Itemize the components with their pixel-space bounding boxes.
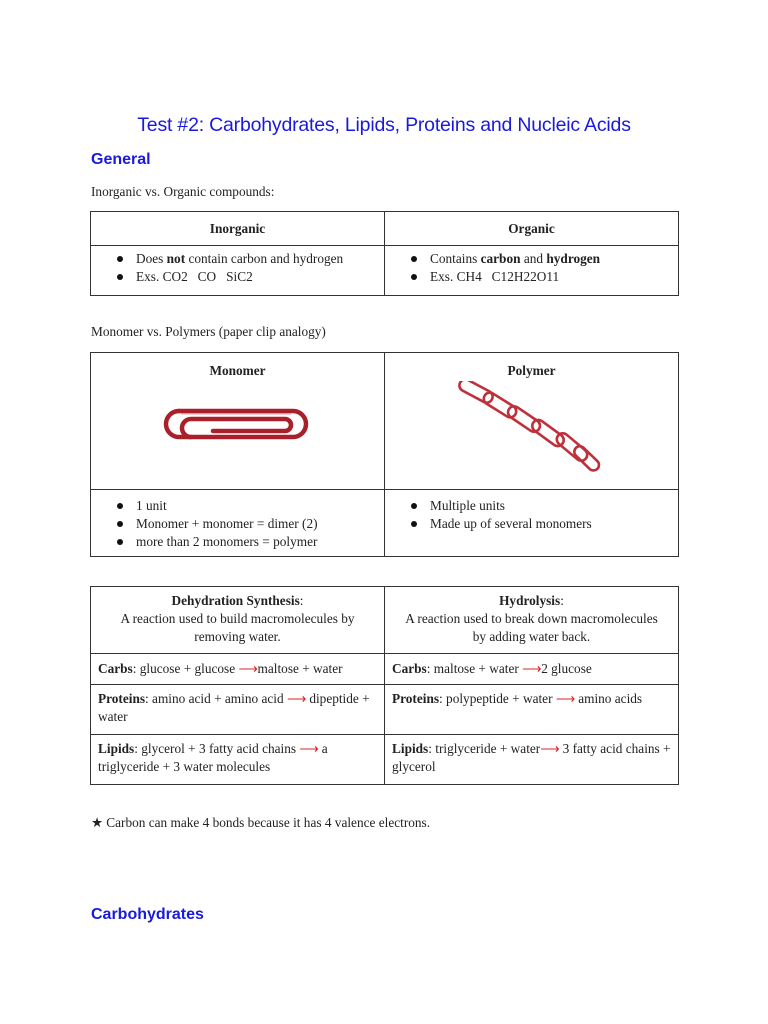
- list-item: Multiple units: [385, 497, 678, 515]
- header-monomer: Monomer: [209, 363, 266, 378]
- star-icon: ★: [91, 815, 103, 830]
- header-inorganic: Inorganic: [91, 212, 385, 246]
- cell-polymer-head: [385, 353, 679, 490]
- table-inorganic-organic: [90, 211, 679, 296]
- cell-monomer-list: [91, 490, 385, 557]
- arrow-icon: ⟶: [555, 691, 575, 706]
- header-organic: Organic: [385, 212, 679, 246]
- cell-inorganic-list: [91, 246, 385, 296]
- dehydration-description: A reaction used to build macromolecules by removing water.: [120, 611, 355, 644]
- hydrolysis-description: A reaction used to break down macromolecules by adding water back.: [405, 611, 658, 644]
- section-heading-general: General: [91, 151, 151, 168]
- list-item: Does not contain carbon and hydrogen: [91, 250, 384, 268]
- intro-monomer-polymer: Monomer vs. Polymers (paper clip analogy): [91, 324, 326, 339]
- cell-carbs-hydrolysis: Carbs: maltose + water ⟶2 glucose: [385, 654, 679, 685]
- hydrolysis-title: Hydrolysis: [499, 593, 561, 608]
- list-item: Exs. CH4 C12H22O11: [385, 268, 678, 286]
- dehydration-title: Dehydration Synthesis: [171, 593, 300, 608]
- cell-proteins-hydrolysis: Proteins: polypeptide + water ⟶ amino acids: [385, 685, 679, 735]
- section-heading-carbohydrates: Carbohydrates: [91, 906, 204, 923]
- carbon-bonds-note: ★ Carbon can make 4 bonds because it has 4 valence electrons.: [91, 815, 431, 830]
- cell-proteins-dehydration: Proteins: amino acid + amino acid ⟶ dipeptide + water: [91, 685, 385, 735]
- cell-hydrolysis-head: Hydrolysis: A reaction used to break down macromolecules by adding water back.: [385, 587, 679, 654]
- arrow-icon: ⟶: [522, 661, 542, 676]
- cell-lipids-hydrolysis: Lipids: triglyceride + water⟶ 3 fatty acid chains + glycerol: [385, 735, 679, 785]
- arrow-icon: ⟶: [540, 741, 560, 756]
- header-polymer: Polymer: [507, 363, 556, 378]
- table-monomer-polymer: [90, 352, 679, 557]
- list-item: 1 unit: [91, 497, 384, 515]
- list-item: Contains carbon and hydrogen: [385, 250, 678, 268]
- cell-monomer-head: [91, 353, 385, 490]
- paperclip-chain-image: [452, 381, 612, 473]
- document-title: Test #2: Carbohydrates, Lipids, Proteins and Nucleic Acids: [137, 114, 631, 136]
- arrow-icon: ⟶: [238, 661, 258, 676]
- cell-organic-list: [385, 246, 679, 296]
- arrow-icon: ⟶: [299, 741, 319, 756]
- cell-carbs-dehydration: Carbs: glucose + glucose ⟶maltose + water: [91, 654, 385, 685]
- list-item: Exs. CO2 CO SiC2: [91, 268, 384, 286]
- list-item: Monomer + monomer = dimer (2): [91, 515, 384, 533]
- cell-lipids-dehydration: Lipids: glycerol + 3 fatty acid chains ⟶ a triglyceride + 3 water molecules: [91, 735, 385, 785]
- intro-inorganic-organic: Inorganic vs. Organic compounds:: [91, 184, 275, 199]
- cell-polymer-list: [385, 490, 679, 557]
- list-item: more than 2 monomers = polymer: [91, 533, 384, 551]
- list-item: Made up of several monomers: [385, 515, 678, 533]
- arrow-icon: ⟶: [286, 691, 306, 706]
- table-dehydration-hydrolysis: [90, 586, 679, 785]
- single-paperclip-image: [153, 383, 323, 469]
- cell-dehydration-head: Dehydration Synthesis: A reaction used to build macromolecules by removing water.: [91, 587, 385, 654]
